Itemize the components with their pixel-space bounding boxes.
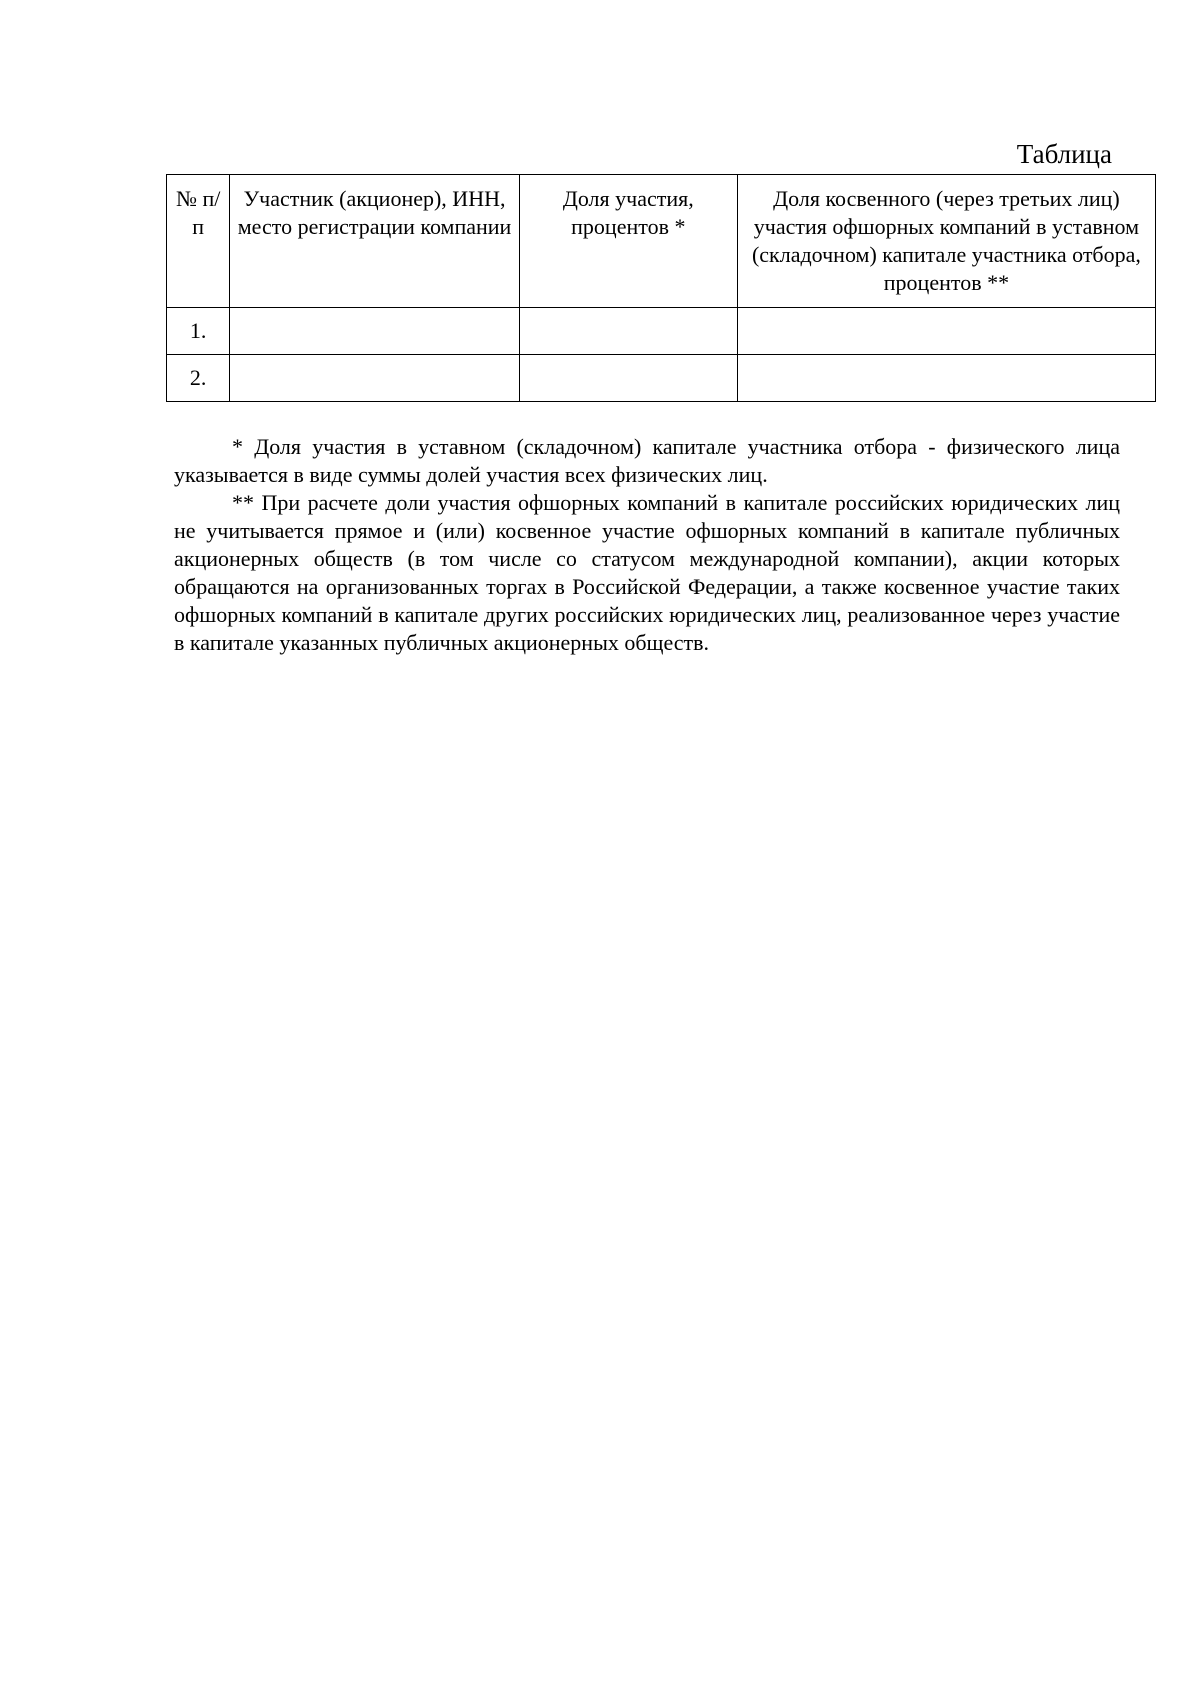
- header-participant: Участник (акционер), ИНН, место регистрации компании: [230, 175, 519, 308]
- table-row: [167, 355, 1156, 402]
- header-number: № п/п: [167, 175, 230, 308]
- table-row: [167, 308, 1156, 355]
- footnote-single-asterisk: * Доля участия в уставном (складочном) капитале участника отбора - физического лица указывается в виде суммы долей участия всех физических лиц.: [174, 434, 1120, 487]
- share-cell: [519, 355, 737, 402]
- participant-cell: [230, 308, 519, 355]
- table-caption: Таблица: [1016, 139, 1112, 169]
- footnote-double-asterisk: ** При расчете доли участия офшорных компаний в капитале российских юридических лиц не учитывается прямое и (или) косвенное участие офшорных компаний в капитале публичных акционерных обществ (в том числе со статусом международной компании), акции которых обращаются на организованных торгах в Российской Федерации, а также косвенное участие таких офшорных компаний в капитале других российских юридических лиц, реализованное через участие в капитале указанных публичных акционерных обществ.: [174, 490, 1120, 655]
- table-header-row: [167, 175, 1156, 308]
- header-offshore-share: Доля косвенного (через третьих лиц) участия офшорных компаний в уставном (складочном) капитале участника отбора, процентов **: [737, 175, 1155, 308]
- row-number: 1.: [167, 308, 230, 355]
- row-number: 2.: [167, 355, 230, 402]
- header-share: Доля участия, процентов *: [519, 175, 737, 308]
- offshore-share-cell: [737, 308, 1155, 355]
- footnotes: [174, 433, 1120, 657]
- share-cell: [519, 308, 737, 355]
- offshore-share-cell: [737, 355, 1155, 402]
- participant-cell: [230, 355, 519, 402]
- participants-table: [166, 174, 1156, 402]
